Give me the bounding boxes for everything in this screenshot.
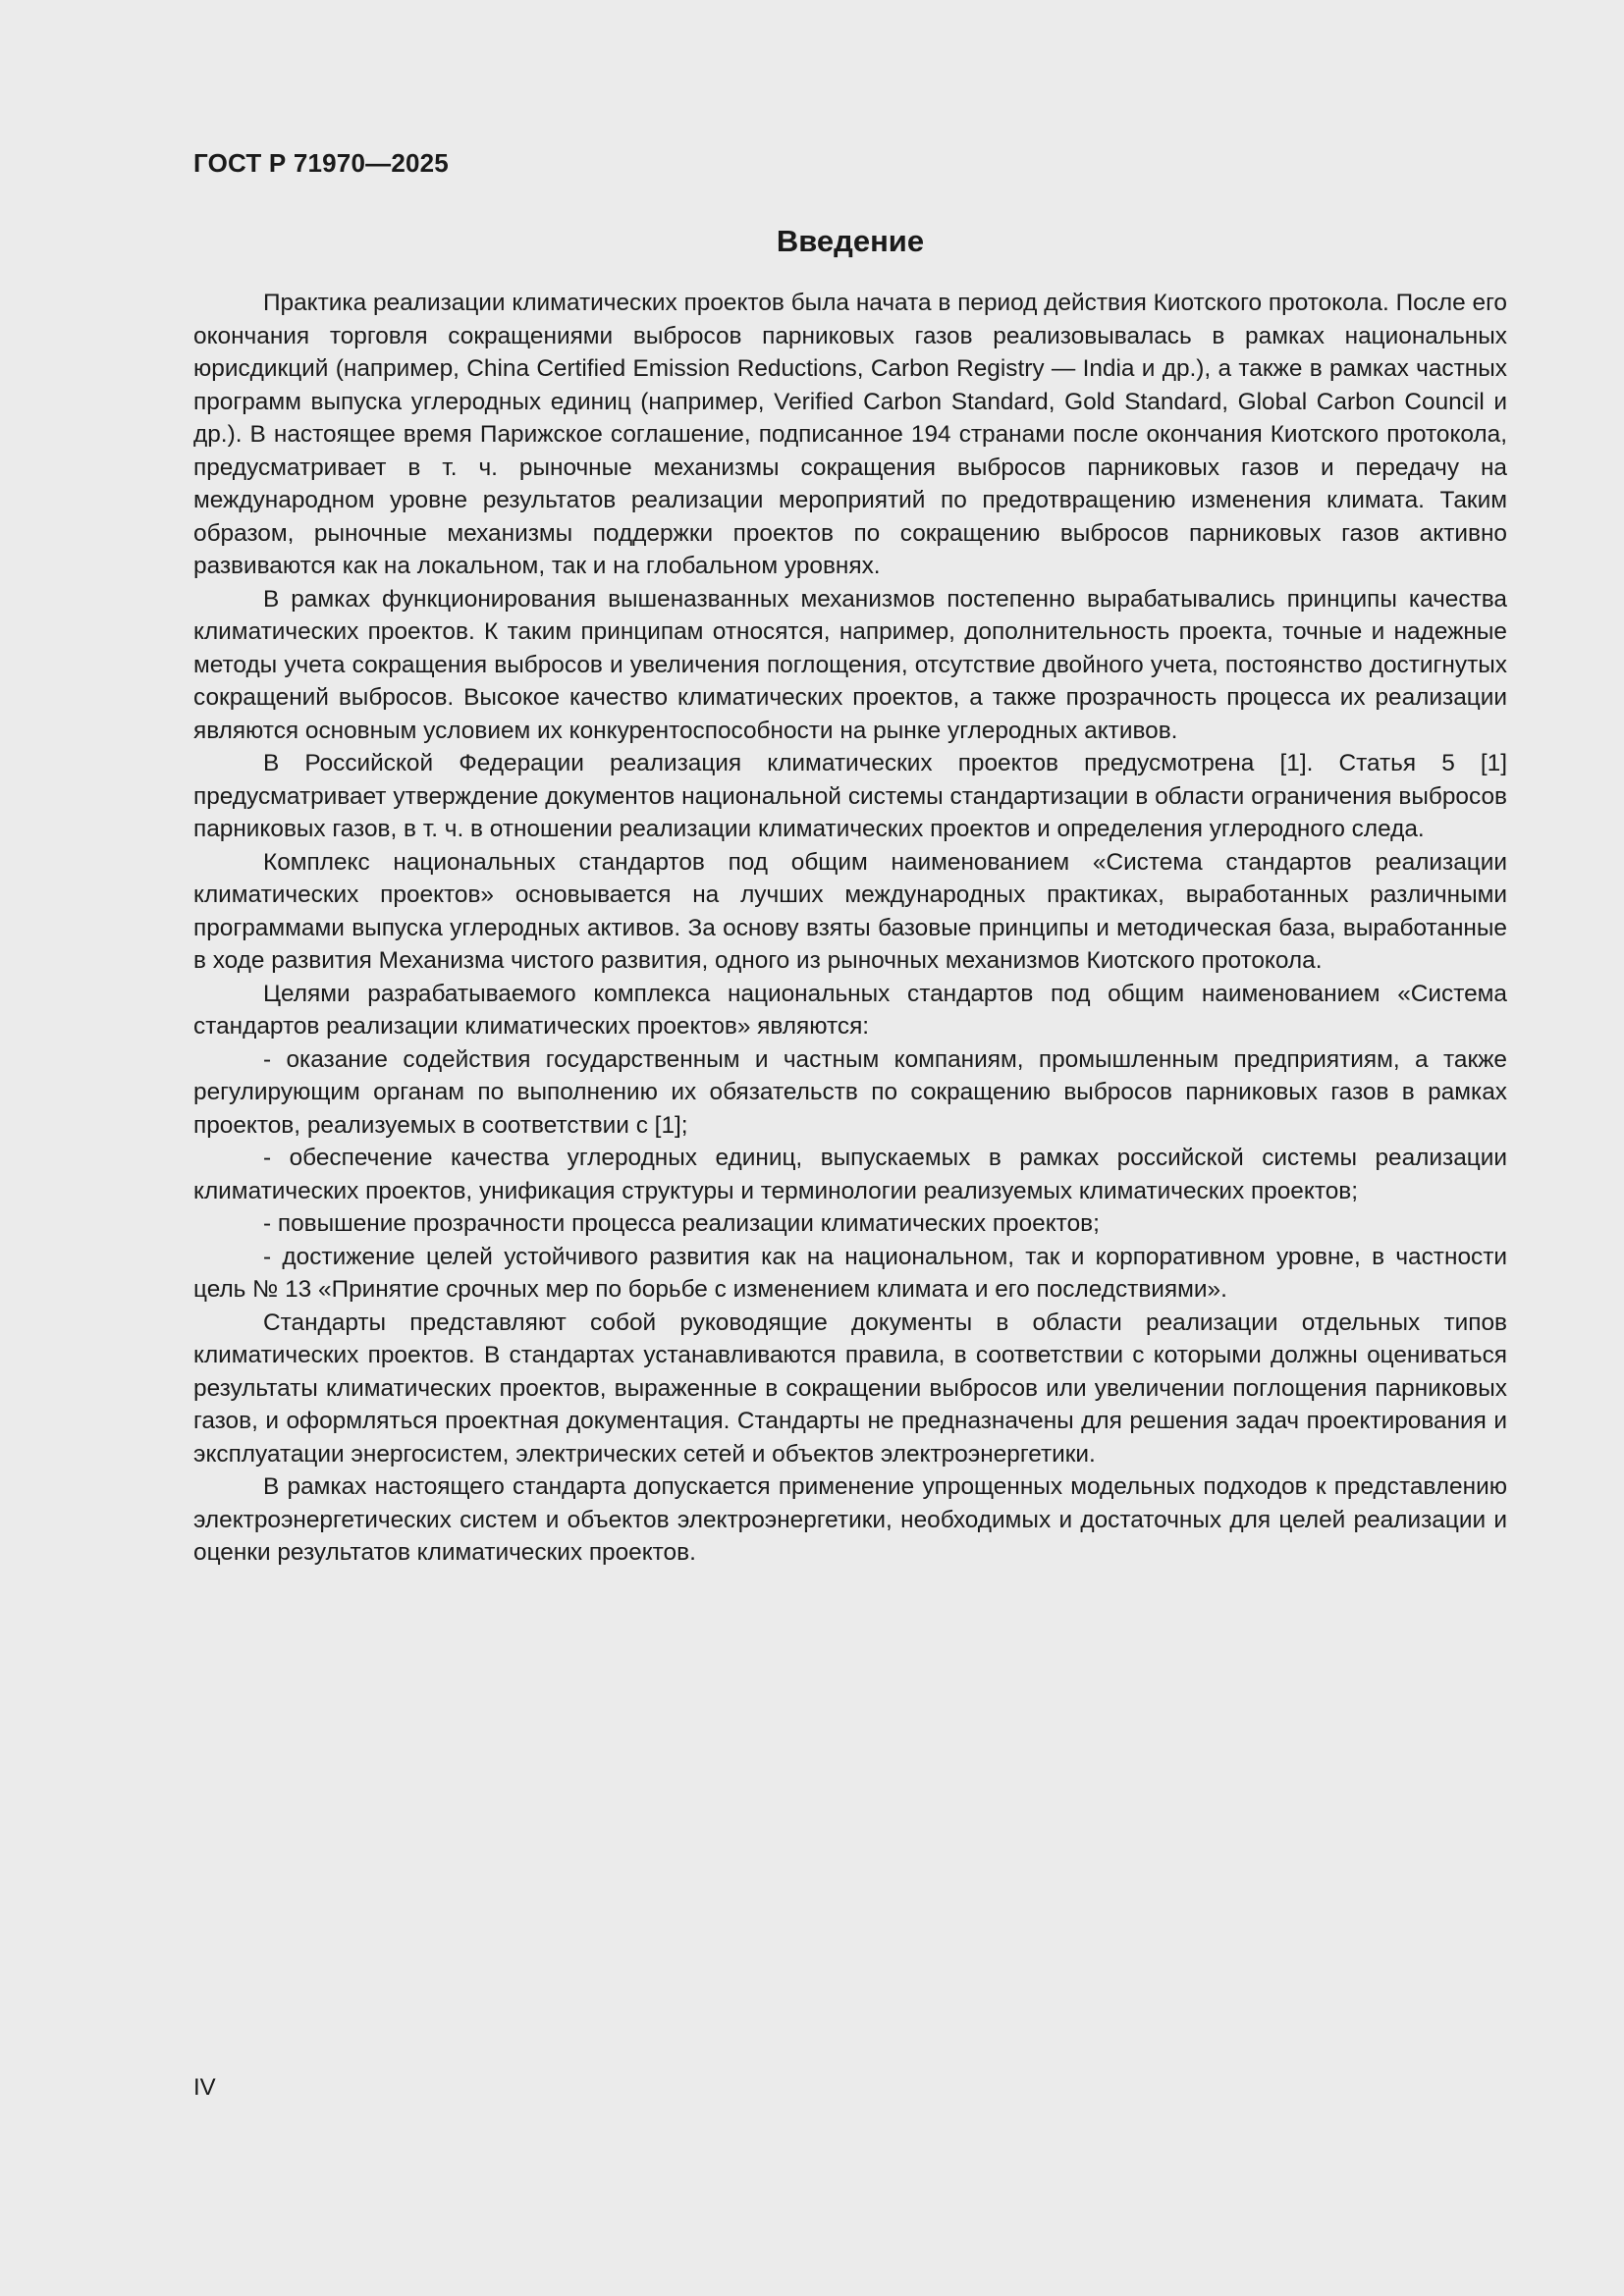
paragraph: В рамках настоящего стандарта допускается применение упрощенных модельных подходов к представлению электроэнергетических систем и объектов электроэнергетики, необходимых и достаточных для целей реализации и оценки результатов климатических проектов.: [193, 1473, 1507, 1566]
paragraph: Комплекс национальных стандартов под общим наименованием «Система стандартов реализации климатических проектов» основывается на лучших международных практиках, выработанных различными программами выпуска углеродных активов. За основу взяты базовые принципы и методическая база, выработанные в ходе развития Механизма чистого развития, одного из рыночных механизмов Киотского протокола.: [193, 848, 1507, 974]
document-page: [193, 0, 1507, 2296]
paragraph: В Российской Федерации реализация климатических проектов предусмотрена [1]. Статья 5 [1] предусматривает утверждение документов национальной системы стандартизации в области ограничения выбросов парниковых газов, в т. ч. в отношении реализации климатических проектов и определения углеродного следа.: [193, 750, 1507, 842]
document-code-header: ГОСТ Р 71970—2025: [193, 148, 449, 178]
list-item: - повышение прозрачности процесса реализации климатических проектов;: [263, 1210, 1100, 1237]
paragraph: Практика реализации климатических проектов была начата в период действия Киотского протокола. После его окончания торговля сокращениями выбросов парниковых газов реализовывалась в рамках национальных юрисдикций (например, China Certified Emission Reductions, Carbon Registry — India и др.), а также в рамках частных программ выпуска углеродных единиц (например, Verified Carbon Standard, Gold Standard, Global Carbon Council и др.). В настоящее время Парижское соглашение, подписанное 194 странами после окончания Киотского протокола, предусматривает в т. ч. рыночные механизмы сокращения выбросов парниковых газов и передачу на международном уровне результатов реализации мероприятий по предотвращению изменения климата. Таким образом, рыночные механизмы поддержки проектов по сокращению выбросов парниковых газов активно развиваются как на локальном, так и на глобальном уровнях.: [193, 290, 1507, 579]
document-body: [193, 287, 1507, 1570]
paragraph: Стандарты представляют собой руководящие документы в области реализации отдельных типов климатических проектов. В стандартах устанавливаются правила, в соответствии с которыми должны оцениваться результаты климатических проектов, выраженные в сокращении выбросов или увеличении поглощения парниковых газов, и оформляться проектная документация. Стандарты не предназначены для решения задач проектирования и эксплуатации энергосистем, электрических сетей и объектов электроэнергетики.: [193, 1308, 1507, 1468]
list-item: - достижение целей устойчивого развития как на национальном, так и корпоративном уровне, в частности цель № 13 «Принятие срочных мер по борьбе с изменением климата и его последствиями».: [193, 1243, 1507, 1303]
list-item: - обеспечение качества углеродных единиц, выпускаемых в рамках российской системы реализации климатических проектов, унификация структуры и терминологии реализуемых климатических проектов;: [193, 1145, 1507, 1204]
paragraph: В рамках функционирования вышеназванных механизмов постепенно вырабатывались принципы качества климатических проектов. К таким принципам относятся, например, дополнительность проекта, точные и надежные методы учета сокращения выбросов и увеличения поглощения, отсутствие двойного учета, постоянство достигнутых сокращений выбросов. Высокое качество климатических проектов, а также прозрачность процесса их реализации являются основным условием их конкурентоспособности на рынке углеродных активов.: [193, 585, 1507, 744]
section-title: Введение: [776, 224, 925, 258]
paragraph: Целями разрабатываемого комплекса национальных стандартов под общим наименованием «Система стандартов реализации климатических проектов» являются:: [193, 980, 1507, 1040]
page-number: IV: [193, 2074, 216, 2101]
list-item: - оказание содействия государственным и частным компаниям, промышленным предприятиям, а также регулирующим органам по выполнению их обязательств по сокращению выбросов парниковых газов в рамках проектов, реализуемых в соответствии с [1];: [193, 1045, 1507, 1139]
